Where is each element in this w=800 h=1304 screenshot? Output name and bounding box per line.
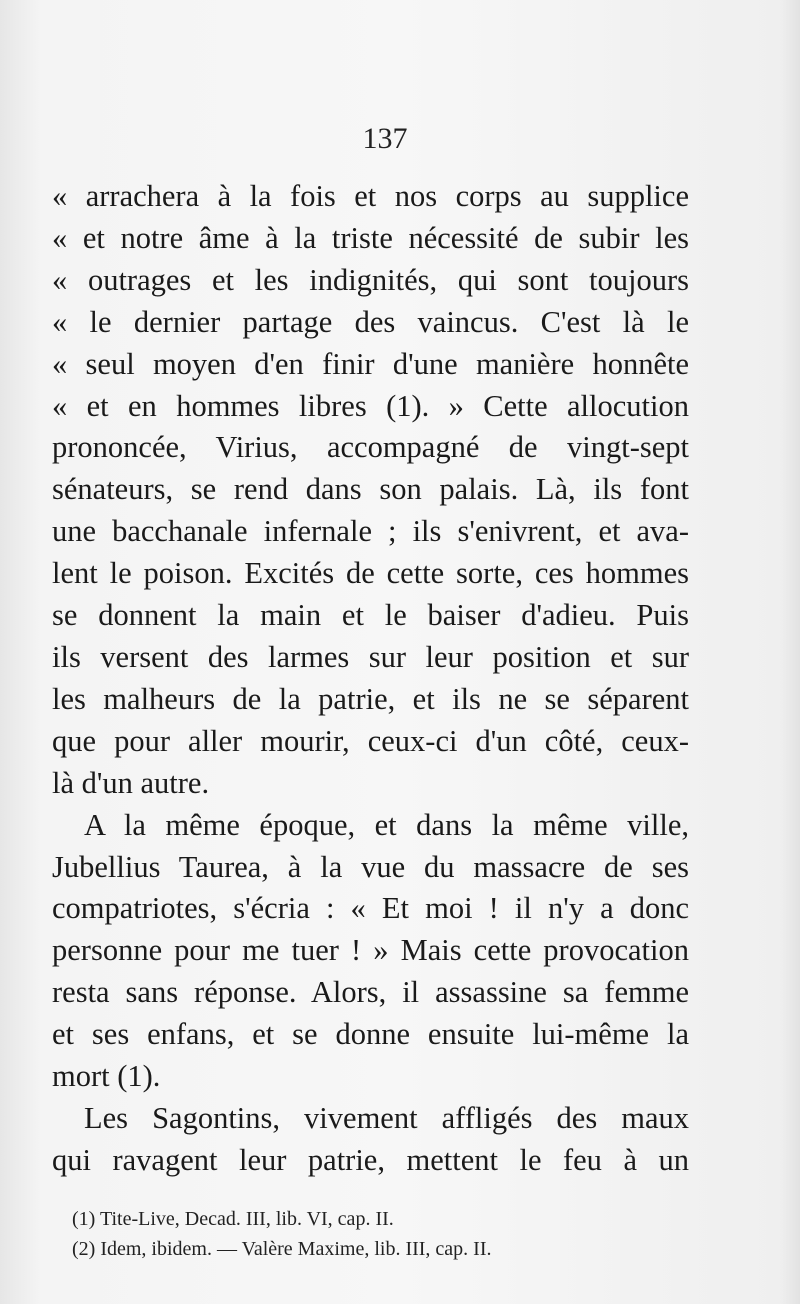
text-line: ils versent des larmes sur leur position et sur bbox=[52, 639, 689, 674]
footnote: (1) Tite-Live, Decad. III, lib. VI, cap. II. bbox=[72, 1208, 394, 1230]
footnote: (2) Idem, ibidem. — Valère Maxime, lib. III, cap. II. bbox=[72, 1238, 492, 1260]
body-text bbox=[52, 176, 689, 1182]
text-line: là d'un autre. bbox=[52, 765, 210, 800]
text-line: Les Sagontins, vivement affligés des maux bbox=[84, 1100, 689, 1135]
text-line: prononcée, Virius, accompagné de vingt-sept bbox=[52, 430, 689, 465]
text-line: mort (1). bbox=[52, 1059, 161, 1094]
text-line: « arrachera à la fois et nos corps au supplice bbox=[52, 179, 689, 213]
text-line: lent le poison. Excités de cette sorte, ces hommes bbox=[52, 556, 689, 591]
text-line: une bacchanale infernale ; ils s'enivrent, et ava- bbox=[52, 514, 689, 549]
text-line: A la même époque, et dans la même ville, bbox=[84, 807, 689, 842]
text-line: « seul moyen d'en finir d'une manière honnête bbox=[52, 346, 689, 381]
text-line: Jubellius Taurea, à la vue du massacre de ses bbox=[52, 849, 689, 884]
text-line: resta sans réponse. Alors, il assassine sa femme bbox=[52, 975, 689, 1010]
text-line: « et en hommes libres (1). » Cette allocution bbox=[52, 388, 689, 423]
text-line: les malheurs de la patrie, et ils ne se séparent bbox=[52, 681, 689, 716]
text-line: que pour aller mourir, ceux-ci d'un côté, ceux- bbox=[52, 723, 689, 758]
text-line: compatriotes, s'écria : « Et moi ! il n'y a donc bbox=[52, 891, 689, 926]
text-line: sénateurs, se rend dans son palais. Là, ils font bbox=[52, 472, 689, 507]
text-line: « outrages et les indignités, qui sont toujours bbox=[52, 262, 689, 297]
text-line: qui ravagent leur patrie, mettent le feu à un bbox=[52, 1142, 689, 1177]
text-line: « le dernier partage des vaincus. C'est là le bbox=[52, 304, 689, 339]
text-line: personne pour me tuer ! » Mais cette provocation bbox=[52, 933, 689, 968]
text-line: et ses enfans, et se donne ensuite lui-même la bbox=[52, 1017, 689, 1052]
text-line: se donnent la main et le baiser d'adieu. Puis bbox=[52, 598, 689, 633]
footnotes bbox=[72, 1204, 672, 1264]
text-line: « et notre âme à la triste nécessité de subir les bbox=[52, 220, 689, 255]
page-number: 137 bbox=[362, 122, 408, 155]
